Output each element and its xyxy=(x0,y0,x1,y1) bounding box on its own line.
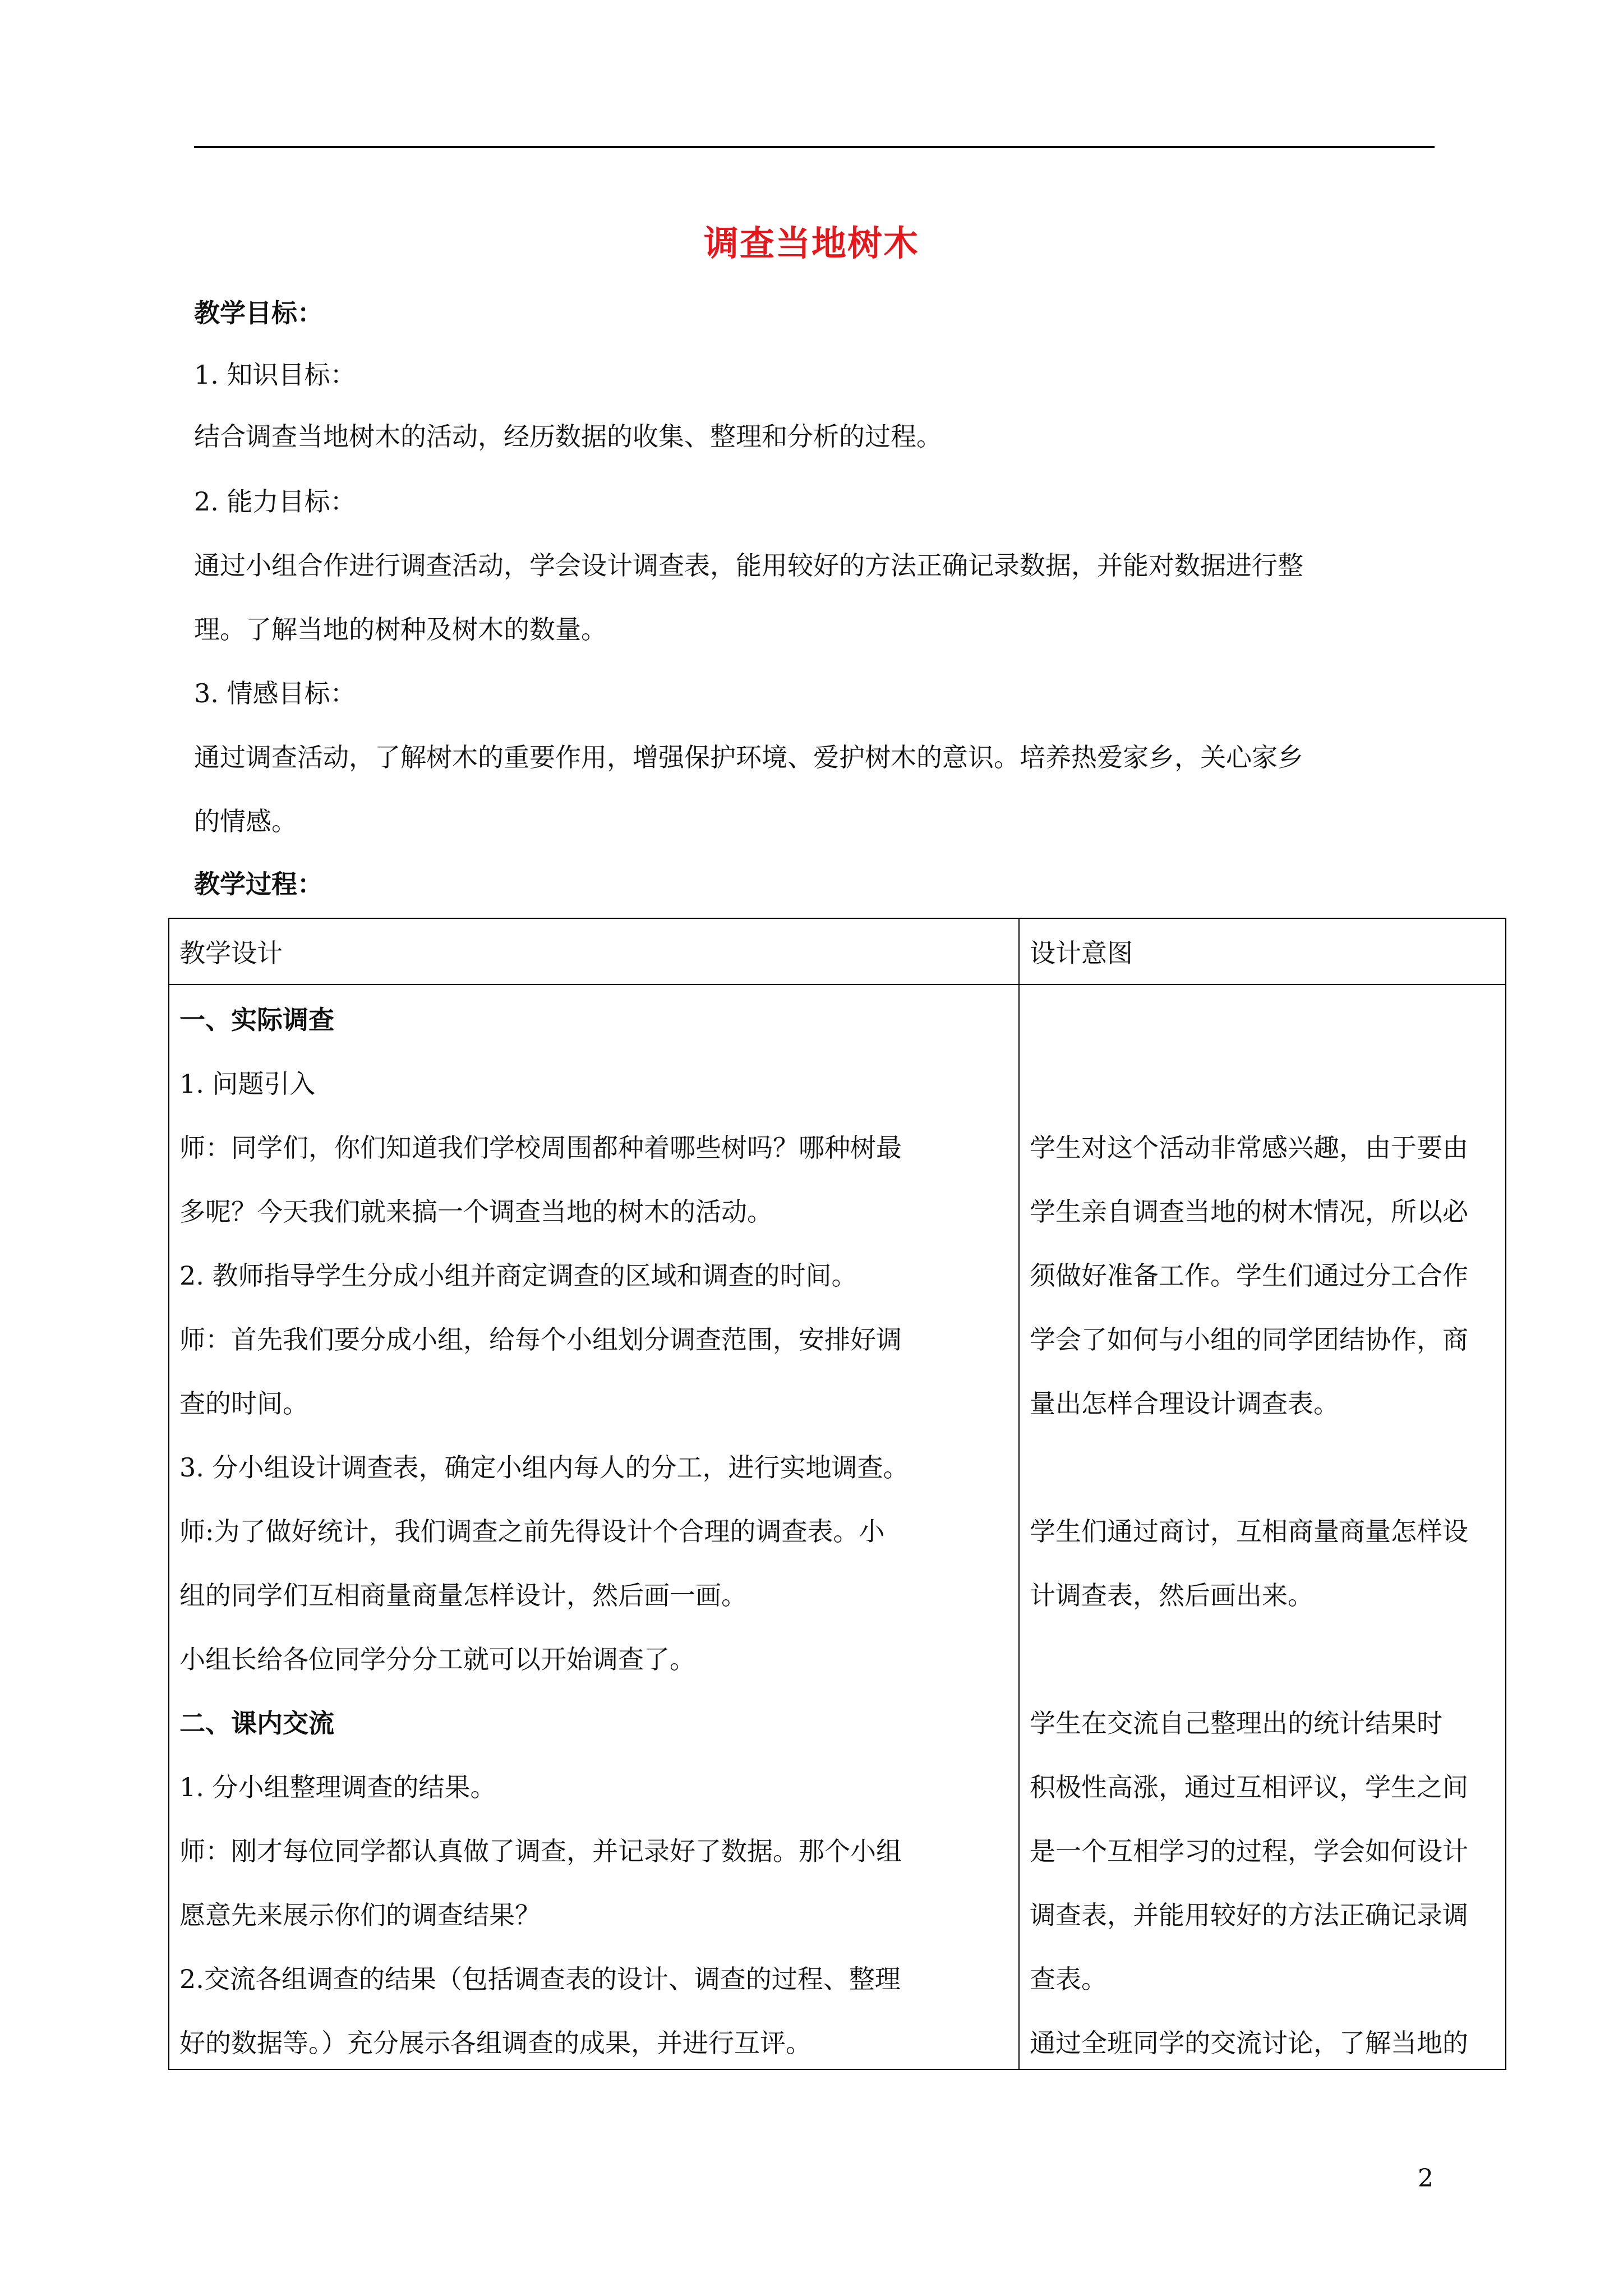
table-row xyxy=(169,984,1506,2069)
design-line-3: 师：同学们，你们知道我们学校周围都种着哪些树吗？哪种树最 xyxy=(179,1133,902,1163)
objective-2-line-1: 通过小组合作进行调查活动，学会设计调查表，能用较好的方法正确记录数据，并能对数据进行整 xyxy=(194,550,1303,581)
design-line-11: 小组长给各位同学分分工就可以开始调查了。 xyxy=(179,1644,695,1674)
intent-line-8: 学生在交流自己整理出的统计结果时 xyxy=(1030,1708,1442,1738)
column-header-intent: 设计意图 xyxy=(1019,918,1506,984)
intent-line-3: 须做好准备工作。学生们通过分工合作 xyxy=(1030,1260,1468,1291)
objective-3-line-2: 的情感。 xyxy=(194,806,297,836)
design-line-15: 愿意先来展示你们的调查结果？ xyxy=(179,1900,541,1930)
design-line-12: 二、课内交流 xyxy=(179,1708,334,1738)
column-header-design: 教学设计 xyxy=(169,918,1019,984)
design-line-16: 2.交流各组调查的结果（包括调查表的设计、调查的过程、整理 xyxy=(179,1964,901,1994)
intent-line-9: 积极性高涨，通过互相评议，学生之间 xyxy=(1030,1772,1468,1802)
objective-3-line-1: 通过调查活动，了解树木的重要作用，增强保护环境、爱护树木的意识。培养热爱家乡，关心家乡 xyxy=(194,742,1303,772)
page-number: 2 xyxy=(1418,2164,1433,2193)
design-line-10: 组的同学们互相商量商量怎样设计，然后画一画。 xyxy=(179,1580,747,1611)
header-rule xyxy=(194,146,1435,148)
intent-line-13: 通过全班同学的交流讨论，了解当地的 xyxy=(1030,2028,1468,2058)
intent-cell xyxy=(1019,984,1506,2069)
objective-3-label: 3. 情感目标： xyxy=(194,678,356,708)
design-line-7: 查的时间。 xyxy=(179,1388,308,1419)
design-line-1: 一、实际调查 xyxy=(179,1005,334,1035)
design-line-8: 3. 分小组设计调查表，确定小组内每人的分工，进行实地调查。 xyxy=(179,1452,909,1483)
intent-line-12: 查表。 xyxy=(1030,1964,1107,1994)
design-line-17: 好的数据等。）充分展示各组调查的成果，并进行互评。 xyxy=(179,2028,811,2058)
design-line-13: 1. 分小组整理调查的结果。 xyxy=(179,1772,496,1802)
design-line-2: 1. 问题引入 xyxy=(179,1069,316,1099)
design-line-9: 师:为了做好统计，我们调查之前先得设计个合理的调查表。小 xyxy=(179,1516,885,1547)
intent-line-6: 学生们通过商讨，互相商量商量怎样设 xyxy=(1030,1516,1468,1547)
objectives-heading: 教学目标： xyxy=(194,298,323,328)
objective-1-label: 1. 知识目标： xyxy=(194,360,356,390)
design-line-5: 2. 教师指导学生分成小组并商定调查的区域和调查的时间。 xyxy=(179,1260,857,1291)
intent-line-11: 调查表，并能用较好的方法正确记录调 xyxy=(1030,1900,1468,1930)
design-line-14: 师：刚才每位同学都认真做了调查，并记录好了数据。那个小组 xyxy=(179,1836,902,1866)
objective-1-line-1: 结合调查当地树木的活动，经历数据的收集、整理和分析的过程。 xyxy=(194,421,942,452)
process-heading: 教学过程： xyxy=(194,869,323,899)
intent-line-4: 学会了如何与小组的同学团结协作，商 xyxy=(1030,1324,1468,1355)
design-line-4: 多呢？今天我们就来搞一个调查当地的树木的活动。 xyxy=(179,1197,773,1227)
intent-line-7: 计调查表，然后画出来。 xyxy=(1030,1580,1313,1611)
intent-line-5: 量出怎样合理设计调查表。 xyxy=(1030,1388,1339,1419)
page-title: 调查当地树木 xyxy=(703,223,919,264)
objective-2-label: 2. 能力目标： xyxy=(194,486,356,517)
table-header-row xyxy=(169,918,1506,984)
design-line-6: 师：首先我们要分成小组，给每个小组划分调查范围，安排好调 xyxy=(179,1324,902,1355)
objective-2-line-2: 理。了解当地的树种及树木的数量。 xyxy=(194,614,607,645)
design-cell xyxy=(169,984,1019,2069)
intent-line-2: 学生亲自调查当地的树木情况，所以必 xyxy=(1030,1197,1468,1227)
process-table xyxy=(168,918,1506,2070)
intent-line-1: 学生对这个活动非常感兴趣，由于要由 xyxy=(1030,1133,1468,1163)
intent-line-10: 是一个互相学习的过程，学会如何设计 xyxy=(1030,1836,1468,1866)
